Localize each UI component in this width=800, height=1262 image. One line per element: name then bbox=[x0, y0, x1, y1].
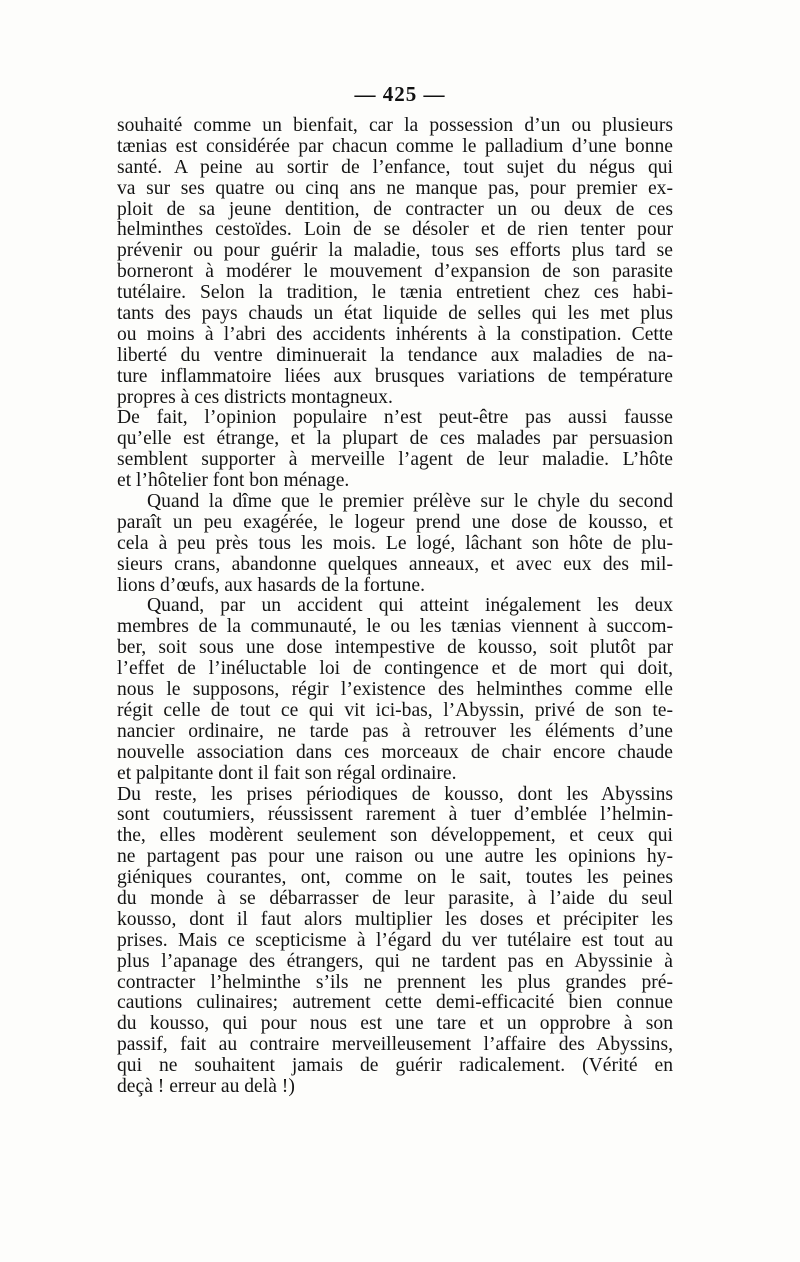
text-line: semblent supporter à merveille l’agent de leur maladie. L’hôte bbox=[117, 450, 673, 471]
text-line: the, elles modèrent seulement son développement, et ceux qui bbox=[117, 826, 673, 847]
text-line: deçà ! erreur au delà !) bbox=[117, 1076, 295, 1097]
text-line: santé. A peine au sortir de l’enfance, tout sujet du négus qui bbox=[117, 157, 673, 178]
text-line: va sur ses quatre ou cinq ans ne manque pas, pour premier ex- bbox=[117, 178, 673, 199]
text-line: souhaité comme un bienfait, car la possession d’un ou plusieurs bbox=[117, 116, 673, 136]
text-line: tutélaire. Selon la tradition, le tænia entretient chez ces habi- bbox=[117, 283, 673, 304]
page-number: — 425 — bbox=[354, 82, 446, 106]
text-line: Quand, par un accident qui atteint inégalement les deux bbox=[147, 596, 673, 617]
text-line: membres de la communauté, le ou les tænias viennent à succom- bbox=[117, 617, 673, 638]
text-line: sieurs crans, abandonne quelques anneaux, et avec eux des mil- bbox=[117, 554, 673, 575]
text-line: De fait, l’opinion populaire n’est peut-être pas aussi fausse bbox=[117, 408, 673, 429]
text-line: contracter l’helminthe s’ils ne prennent les plus grandes pré- bbox=[117, 972, 673, 993]
text-line: nancier ordinaire, ne tarde pas à retrouver les éléments d’une bbox=[117, 721, 673, 742]
text-line: ploit de sa jeune dentition, de contracter un ou deux de ces bbox=[117, 199, 673, 220]
text-line: helminthes cestoïdes. Loin de se désoler et de rien tenter pour bbox=[117, 220, 673, 241]
text-line: tants des pays chauds un état liquide de selles qui les met plus bbox=[117, 304, 673, 325]
text-line: borneront à modérer le mouvement d’expansion de son parasite bbox=[117, 262, 673, 283]
text-line: paraît un peu exagérée, le logeur prend une dose de kousso, et bbox=[117, 512, 673, 533]
text-line: cautions culinaires; autrement cette demi-efficacité bien connue bbox=[117, 993, 673, 1014]
text-line: Quand la dîme que le premier prélève sur le chyle du second bbox=[147, 492, 673, 513]
text-line: sont coutumiers, réussissent rarement à tuer d’emblée l’helmin- bbox=[117, 805, 673, 826]
text-line: ne partagent pas pour une raison ou une autre les opinions hy- bbox=[117, 847, 673, 868]
text-line: kousso, dont il faut alors multiplier les doses et précipiter les bbox=[117, 909, 673, 930]
text-line: du kousso, qui pour nous est une tare et un opprobre à son bbox=[117, 1014, 673, 1035]
text-line: propres à ces districts montagneux. bbox=[117, 387, 393, 408]
text-line: nouvelle association dans ces morceaux de chair encore chaude bbox=[117, 742, 673, 763]
text-line: prévenir ou pour guérir la maladie, tous ses efforts plus tard se bbox=[117, 241, 673, 262]
text-line: régit celle de tout ce qui vit ici-bas, l’Abyssin, privé de son te- bbox=[117, 700, 673, 721]
text-line: qu’elle est étrange, et la plupart de ces malades par persuasion bbox=[117, 429, 673, 450]
text-line: giéniques courantes, ont, comme on le sait, toutes les peines bbox=[117, 868, 673, 889]
text-line: passif, fait au contraire merveilleusement l’affaire des Abyssins, bbox=[117, 1035, 673, 1056]
text-line: ture inflammatoire liées aux brusques variations de température bbox=[117, 366, 673, 387]
text-line: cela à peu près tous les mois. Le logé, lâchant son hôte de plu- bbox=[117, 533, 673, 554]
text-line: tænias est considérée par chacun comme le palladium d’une bonne bbox=[117, 136, 673, 157]
text-line: ou moins à l’abri des accidents inhérents à la constipation. Cette bbox=[117, 324, 673, 345]
text-line: qui ne souhaitent jamais de guérir radicalement. (Vérité en bbox=[117, 1056, 673, 1077]
text-line: lions d’œufs, aux hasards de la fortune. bbox=[117, 575, 425, 596]
text-line: nous le supposons, régir l’existence des helminthes comme elle bbox=[117, 680, 673, 701]
text-line: ber, soit sous une dose intempestive de kousso, soit plutôt par bbox=[117, 638, 673, 659]
text-line: Du reste, les prises périodiques de kousso, dont les Abyssins bbox=[117, 784, 673, 805]
body-text bbox=[117, 116, 673, 1098]
text-line: et l’hôtelier font bon ménage. bbox=[117, 471, 350, 492]
text-line: l’effet de l’inéluctable loi de contingence et de mort qui doit, bbox=[117, 659, 673, 680]
text-line: du monde à se débarrasser de leur parasite, à l’aide du seul bbox=[117, 888, 673, 909]
text-line: prises. Mais ce scepticisme à l’égard du ver tutélaire est tout au bbox=[117, 930, 673, 951]
text-line: plus l’apanage des étrangers, qui ne tardent pas en Abyssinie à bbox=[117, 951, 673, 972]
text-line: et palpitante dont il fait son régal ordinaire. bbox=[117, 763, 457, 784]
text-line: liberté du ventre diminuerait la tendance aux maladies de na- bbox=[117, 345, 673, 366]
